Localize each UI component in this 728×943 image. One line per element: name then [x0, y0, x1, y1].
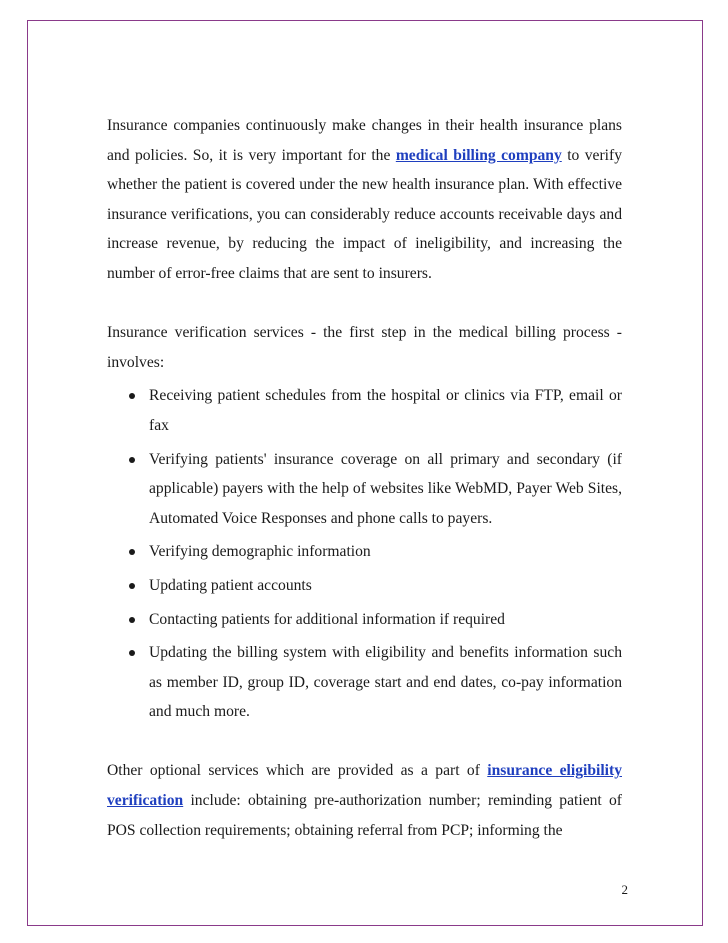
- list-item: [107, 571, 622, 601]
- insurance-eligibility-verification-link[interactable]: insurance eligibility verification: [107, 762, 622, 810]
- paragraph1-text-start: Insurance companies continuously make changes in their health insurance plans and policies. So, it is very important for the: [107, 117, 622, 164]
- list-item: [107, 605, 622, 635]
- paragraph-optional-services: [107, 756, 622, 845]
- list-item: [107, 638, 622, 727]
- list-item-text: Receiving patient schedules from the hospital or clinics via FTP, email or fax: [149, 387, 622, 434]
- bullet-icon: [129, 650, 135, 656]
- medical-billing-company-link[interactable]: medical billing company: [395, 146, 562, 164]
- paragraph-insurance-changes: [107, 111, 622, 289]
- paragraph-verification-intro: Insurance verification services - the first step in the medical billing process - involves:: [107, 324, 622, 371]
- bullet-icon: [129, 583, 135, 589]
- paragraph-spacer: [107, 727, 622, 757]
- list-item-text: Updating patient accounts: [149, 576, 312, 594]
- paragraph3-text-end: include: obtaining pre-authorization number; reminding patient of POS collection requirements; obtaining referral from PCP; informing the: [107, 792, 622, 839]
- services-bullet-list: [107, 381, 622, 727]
- bullet-icon: [129, 549, 135, 555]
- paragraph3-text-start: Other optional services which are provided as a part of: [107, 762, 488, 780]
- list-item: [107, 445, 622, 534]
- page-number: 2: [621, 882, 628, 897]
- list-item-text: Contacting patients for additional information if required: [149, 610, 505, 628]
- bullet-icon: [129, 457, 135, 463]
- paragraph-spacer: [107, 289, 622, 319]
- list-item: [107, 537, 622, 567]
- list-item: [107, 381, 622, 440]
- list-item-text: Verifying patients' insurance coverage on all primary and secondary (if applicable) payers with the help of websites like WebMD, Payer Web Sites, Automated Voice Responses and phone calls to payers.: [149, 450, 622, 527]
- list-item-text: Verifying demographic information: [149, 543, 371, 561]
- document-body: [107, 111, 622, 845]
- list-item-text: Updating the billing system with eligibility and benefits information such as member ID, group ID, coverage start and end dates, co-pay information and much more.: [149, 644, 622, 721]
- paragraph1-text-end: to verify whether the patient is covered under the new health insurance plan. With effective insurance verifications, you can considerably reduce accounts receivable days and increase revenue, by reducing the impact of ineligibility, and increasing the number of error-free claims that are sent to insurers.: [107, 146, 622, 282]
- bullet-icon: [129, 393, 135, 399]
- bullet-icon: [129, 617, 135, 623]
